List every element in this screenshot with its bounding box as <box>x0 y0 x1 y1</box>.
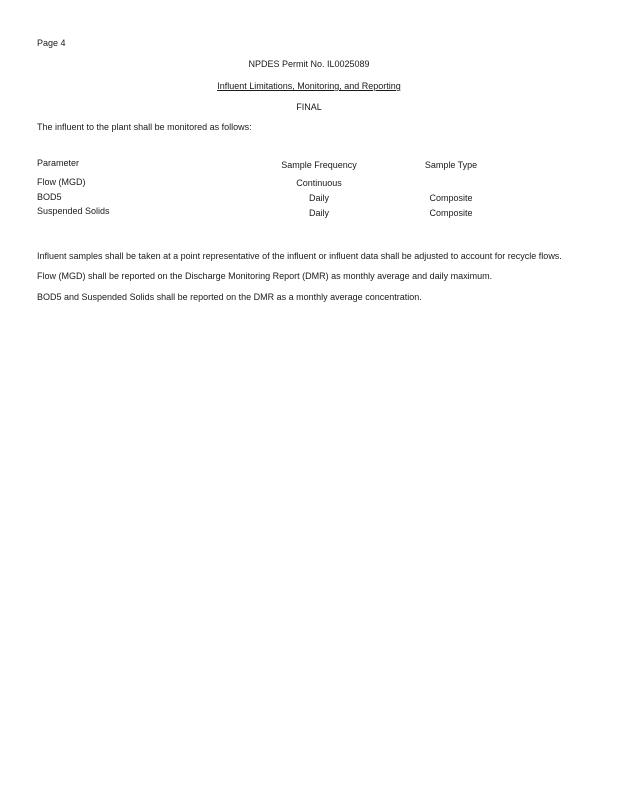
section-title: Influent Limitations, Monitoring, and Reporting <box>217 81 401 91</box>
page-number: Page 4 <box>37 38 66 48</box>
row-frequency: Daily <box>308 193 329 203</box>
document-status: FINAL <box>296 102 322 112</box>
header-sample-frequency: Sample Frequency <box>281 160 357 170</box>
header-parameter: Parameter <box>37 158 80 168</box>
row-type: Composite <box>429 193 473 203</box>
row-type: Composite <box>429 208 473 218</box>
row-parameter: BOD5 <box>37 192 62 202</box>
permit-number: NPDES Permit No. IL0025089 <box>248 59 370 69</box>
row-frequency: Daily <box>308 208 329 218</box>
note-flow-reporting: Flow (MGD) shall be reported on the Discharge Monitoring Report (DMR) as monthly average and daily maximum. <box>37 271 493 281</box>
note-sampling-point: Influent samples shall be taken at a point representative of the influent or influent data shall be adjusted to account for recycle flows. <box>37 251 562 261</box>
row-parameter: Flow (MGD) <box>37 177 86 187</box>
row-parameter: Suspended Solids <box>37 206 110 216</box>
row-frequency: Continuous <box>296 178 342 188</box>
note-bod-ss-reporting: BOD5 and Suspended Solids shall be reported on the DMR as a monthly average concentration. <box>37 292 422 302</box>
header-sample-type: Sample Type <box>424 160 478 170</box>
intro-text: The influent to the plant shall be monitored as follows: <box>37 122 252 132</box>
